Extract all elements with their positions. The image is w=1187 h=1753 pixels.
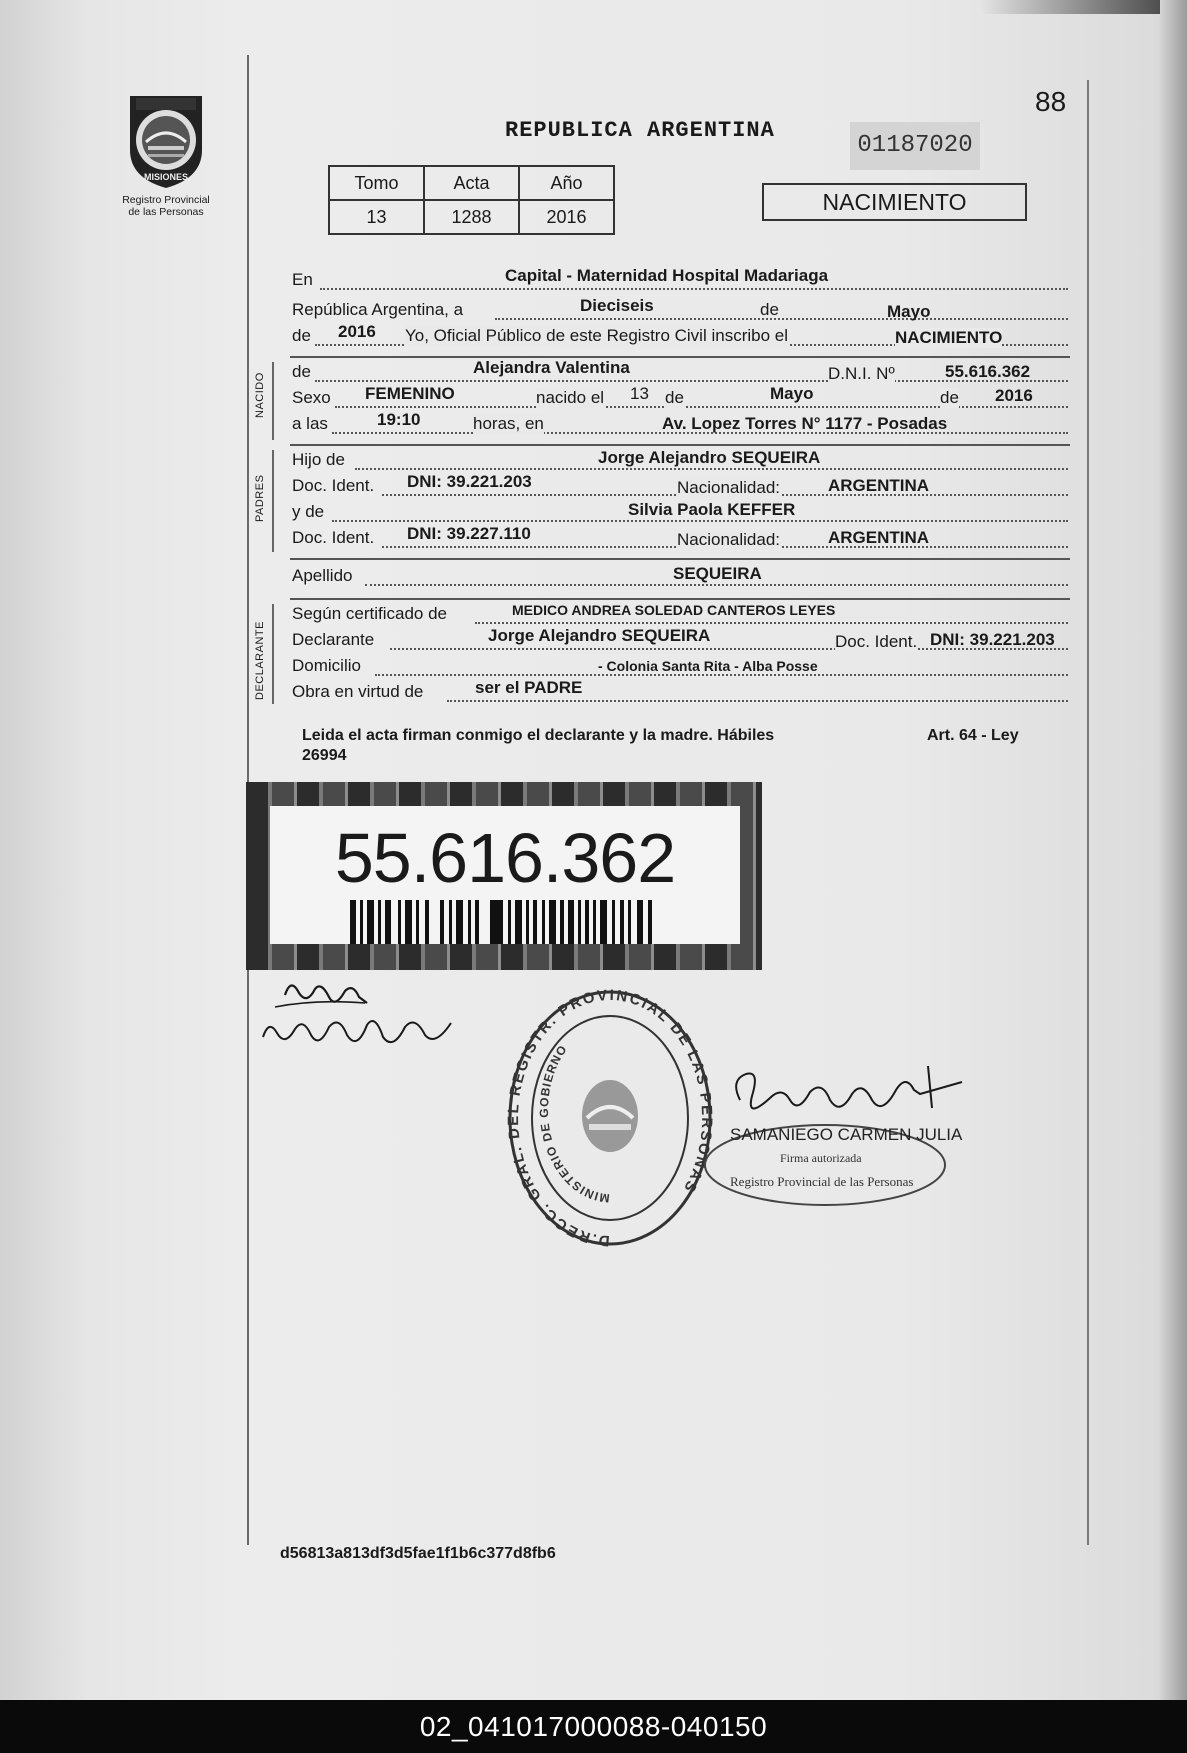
label-father-doc: Doc. Ident. [292, 476, 375, 495]
registry-value-tomo: 13 [329, 200, 424, 234]
document-hash: d56813a813df3d5fae1f1b6c377d8fb6 [280, 1545, 556, 1562]
row-born-sex [290, 384, 1070, 412]
place-value: Capital - Maternidad Hospital Madariaga [505, 266, 829, 285]
logo-caption: Registro Provincial de las Personas [122, 194, 210, 218]
record-value: NACIMIENTO [895, 328, 1003, 347]
label-dni: D.N.I. Nº [828, 364, 895, 383]
section-label-padres: PADRES [254, 474, 266, 522]
registry-header-ano: Año [519, 166, 614, 200]
page-number: 88 [1035, 86, 1067, 117]
mother-doc: DNI: 39.227.110 [407, 524, 531, 543]
closing-note [302, 726, 1052, 766]
official-stamp [505, 988, 715, 1248]
label-alas: a las [292, 414, 328, 433]
official-office: Registro Provincial de las Personas [730, 1174, 914, 1189]
row-mother [290, 502, 1070, 526]
born-year: 2016 [995, 386, 1033, 405]
born-time: 19:10 [377, 410, 421, 429]
born-address: Av. Lopez Torres N° 1177 - Posadas [662, 414, 948, 433]
registry-header-acta: Acta [424, 166, 519, 200]
row-surname [290, 566, 1070, 590]
row-mother-doc [290, 524, 1070, 552]
label-father-nat: Nacionalidad: [677, 478, 781, 497]
serial-number: 01187020 [850, 122, 980, 170]
closing-note-law: Art. 64 - Ley [927, 727, 1019, 744]
scan-id-bar: 02_041017000088-040150 [0, 1700, 1187, 1753]
date-day: Dieciseis [580, 296, 654, 315]
label-apellido: Apellido [292, 566, 353, 585]
label-mother-doc: Doc. Ident. [292, 528, 375, 547]
label-certificado: Según certificado de [292, 604, 447, 623]
barcode-inner [270, 806, 740, 944]
label-born-de: de [292, 362, 311, 381]
page-title: REPUBLICA ARGENTINA [505, 118, 775, 143]
declarant-name: Jorge Alejandro SEQUEIRA [488, 626, 711, 645]
province-seal-icon [118, 90, 214, 190]
record-type-box: NACIMIENTO [762, 183, 1027, 221]
label-en: En [292, 270, 313, 289]
label-domicilio: Domicilio [292, 656, 361, 675]
declarant-doc: DNI: 39.221.203 [930, 630, 1055, 649]
closing-note-text: Leida el acta firman conmigo el declarante y la madre. Hábiles [302, 727, 775, 744]
label-born-de3: de [940, 388, 959, 407]
barcode-number: 55.616.362 [334, 819, 676, 897]
page-edge-shadow [980, 0, 1187, 14]
barcode-icon [350, 900, 660, 944]
born-name: Alejandra Valentina [473, 358, 630, 377]
label-obra: Obra en virtud de [292, 682, 424, 701]
label-mother-nat: Nacionalidad: [677, 530, 781, 549]
registry-value-ano: 2016 [519, 200, 614, 234]
row-born-time [290, 410, 1070, 438]
label-de: de [760, 300, 779, 319]
row-declarant [290, 626, 1070, 654]
father-doc: DNI: 39.221.203 [407, 472, 532, 491]
official-signature [700, 1060, 970, 1220]
barcode-label [246, 782, 762, 970]
born-dni: 55.616.362 [945, 362, 1031, 381]
registry-header-tomo: Tomo [329, 166, 424, 200]
row-reason [290, 678, 1070, 706]
label-nacido: nacido el [536, 388, 605, 407]
registry-logo [108, 90, 224, 218]
right-margin-line [1087, 80, 1089, 1545]
reason-value: ser el PADRE [475, 678, 583, 697]
svg-text:MISIONES: MISIONES [143, 172, 189, 182]
section-label-declarante: DECLARANTE [254, 621, 266, 700]
label-sexo: Sexo [292, 388, 331, 407]
row-certificate [290, 604, 1070, 628]
mother-nationality: ARGENTINA [828, 528, 930, 547]
official-role: Firma autorizada [780, 1151, 862, 1165]
label-horas: horas, en [473, 414, 544, 433]
parents-signatures [255, 975, 485, 1065]
label-republica: República Argentina, a [292, 300, 464, 319]
svg-text:D.RECC. GRAL. DEL REGISTR. PRO: D.RECC. GRAL. DEL REGISTR. PROVINCIAL DE LAS PERSONAS [505, 988, 715, 1248]
date-year: 2016 [338, 322, 376, 341]
section-label-nacido: NACIDO [254, 372, 266, 418]
label-declarante: Declarante [292, 630, 375, 649]
official-name: SAMANIEGO CARMEN JULIA [730, 1125, 963, 1144]
label-declarant-doc: Doc. Ident. [835, 632, 918, 651]
born-day: 13 [630, 384, 649, 403]
registry-value-acta: 1288 [424, 200, 519, 234]
surname-value: SEQUEIRA [673, 564, 762, 583]
row-born-name [290, 358, 1070, 386]
born-month: Mayo [770, 384, 814, 403]
row-father-doc [290, 472, 1070, 500]
father-name: Jorge Alejandro SEQUEIRA [598, 448, 821, 467]
row-place [290, 266, 1070, 294]
registry-table [328, 165, 615, 235]
page-stack-edge [1160, 0, 1187, 1700]
domicile-value: - Colonia Santa Rita - Alba Posse [598, 658, 818, 674]
certificate-value: MEDICO ANDREA SOLEDAD CANTEROS LEYES [512, 602, 836, 618]
date-month: Mayo [887, 302, 931, 321]
father-nationality: ARGENTINA [828, 476, 930, 495]
label-yde: y de [292, 502, 325, 521]
row-domicile [290, 656, 1070, 680]
row-date [290, 296, 1070, 324]
svg-text:MINISTERIO DE GOBIERNO: MINISTERIO DE GOBIERNO [536, 1042, 611, 1206]
label-hijo: Hijo de [292, 450, 345, 469]
row-year [290, 322, 1070, 350]
born-sexo: FEMENINO [365, 384, 455, 403]
closing-note-law-number: 26994 [302, 747, 347, 764]
label-born-de2: de [665, 388, 684, 407]
mother-name: Silvia Paola KEFFER [628, 500, 796, 519]
label-oficial: Yo, Oficial Público de este Registro Civil inscribo el [405, 326, 788, 345]
row-father [290, 450, 1070, 474]
label-de2: de [292, 326, 311, 345]
